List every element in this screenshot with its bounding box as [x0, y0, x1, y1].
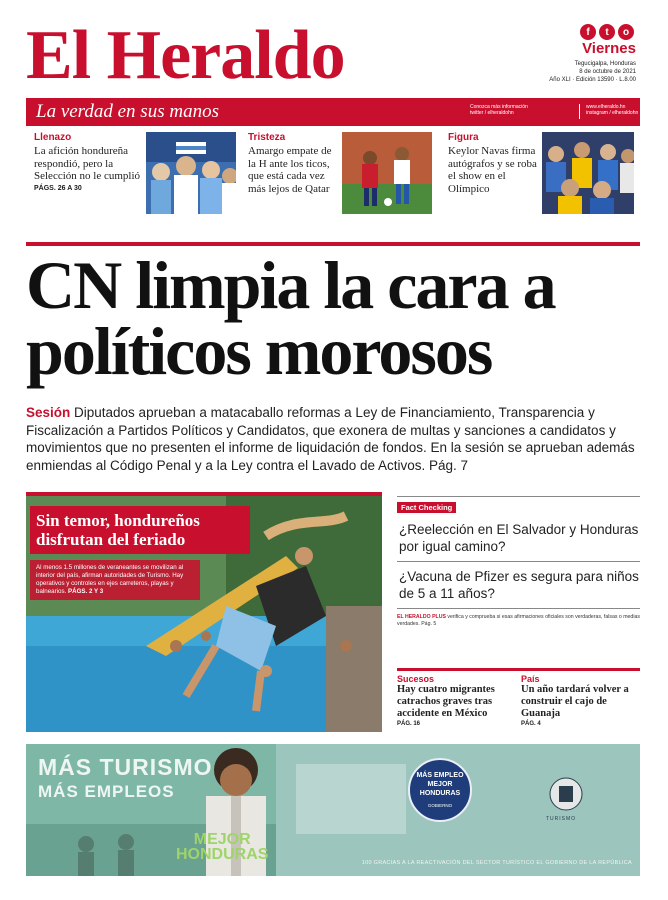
contact-left-line1: Conozca más información — [470, 104, 528, 110]
social-icons — [580, 24, 634, 40]
brief-kicker: Sucesos — [397, 674, 435, 684]
lede-kicker: Sesión — [26, 405, 71, 420]
teaser-kicker: Tristeza — [248, 132, 286, 143]
headline-line2: políticos morosos — [26, 313, 492, 389]
brief-pages: PÁG. 4 — [521, 721, 541, 727]
brief-pages: PÁG. 16 — [397, 721, 421, 727]
main-headline[interactable] — [26, 247, 640, 389]
feature-story[interactable] — [26, 492, 382, 732]
fact-check-rule — [397, 496, 640, 497]
contact-right-line2: instagram / elheraldohn — [586, 110, 639, 116]
day-name: Viernes — [582, 40, 636, 57]
ad-headline-1: MÁS TURISMO — [38, 754, 213, 780]
government-seal-label: TURISMO — [545, 816, 577, 822]
ad-badge-line1: MÁS EMPLEO — [416, 771, 464, 779]
feature-body-text: Al menos 1.5 millones de veraneantes se movilizan al interior del país, afirman autoridades de Turismo. Hay operativos y controles en ejes carreteros, playas y balnearios. — [36, 564, 184, 595]
fans-photo-icon — [146, 132, 236, 214]
contact-right — [586, 104, 638, 116]
brief-text: Un año tardará volver a construir el cajo de Guanaja — [521, 684, 629, 719]
teaser-photo-match[interactable] — [342, 132, 432, 224]
teaser-photo-keylor[interactable] — [542, 132, 634, 224]
date-full: 8 de octubre de 2021 — [579, 69, 636, 75]
feature-pages: PÁGS. 2 Y 3 — [68, 588, 104, 595]
contact-divider — [579, 104, 580, 119]
contact-left — [470, 104, 528, 116]
tourism-advertisement[interactable] — [26, 744, 640, 876]
feature-title: Sin temor, hondureños disfrutan del feriado — [30, 506, 250, 554]
brief-sucesos[interactable] — [397, 674, 511, 727]
teaser-text: Keylor Navas firma autógrafos y se roba el show en el Olímpico — [448, 145, 537, 195]
contact-right-line1[interactable]: www.elheraldo.hn — [586, 104, 626, 110]
ad-headline-2: MÁS EMPLEOS — [38, 782, 175, 801]
briefs-rule — [397, 668, 640, 671]
teaser-kicker: Llenazo — [34, 132, 72, 143]
fact-check-note-text: verifica y comprueba si esas afirmaciones oficiales son verdaderas, falsas o medias verdades. Pág. 5 — [397, 614, 640, 627]
newspaper-logo[interactable]: El Heraldo — [26, 17, 345, 94]
facebook-icon[interactable]: f — [580, 24, 596, 40]
edition-info: Año XLI · Edición 13590 · L.8.00 — [549, 77, 636, 83]
lede-text: Diputados aprueban a matacaballo reformas a Ley de Financiamiento, Transparencia y Fiscalización a Partidos Políticos y Candidatos, que exonera de multas y sanciones a candidatos y movimientos que no presenten el informe de liquidación de fondos. En la sesión se aprueban además enmiendas al Código Penal y a la Ley contra el Lavado de Activos. Pág. 7 — [26, 405, 635, 473]
twitter-icon[interactable]: t — [599, 24, 615, 40]
ad-badge — [408, 758, 472, 822]
teaser-pages: PÁGS. 26 A 30 — [34, 184, 82, 192]
instagram-icon[interactable]: o — [618, 24, 634, 40]
contact-left-line2: twitter / elheraldohn — [470, 110, 514, 116]
soccer-match-icon — [342, 132, 432, 214]
brief-kicker: País — [521, 674, 540, 684]
date-city: Tegucigalpa, Honduras — [574, 61, 636, 67]
tagline-bar — [26, 98, 640, 126]
teaser-figura[interactable] — [448, 132, 544, 224]
brief-pais[interactable] — [521, 674, 637, 727]
fact-check-note — [397, 614, 640, 628]
teaser-photo-fans[interactable] — [146, 132, 236, 224]
teaser-kicker: Figura — [448, 132, 479, 143]
ad-badge-sub: GOBIERNO — [427, 802, 453, 808]
fact-check-label: Fact Checking — [397, 502, 456, 513]
tagline: La verdad en sus manos — [36, 101, 219, 122]
headline-rule — [26, 242, 640, 246]
fact-check-brand: EL HERALDO PLUS — [397, 614, 446, 620]
ad-badge-line2: MEJOR HONDURAS — [419, 780, 461, 797]
fact-check-question-2[interactable]: ¿Vacuna de Pfizer es segura para niños de 5 a 11 años? — [397, 562, 640, 609]
date-info — [549, 60, 636, 84]
ad-slogan-line1: MEJOR — [193, 831, 251, 848]
ad-disclaimer: 100 GRACIAS A LA REACTIVACIÓN DEL SECTOR TURÍSTICO EL GOBIERNO DE LA REPÚBLICA — [361, 860, 632, 866]
fact-check-question-1[interactable]: ¿Reelección en El Salvador y Honduras por igual camino? — [397, 515, 640, 562]
teaser-strip — [26, 132, 640, 224]
headline-line1: CN limpia la cara a — [26, 247, 555, 323]
ad-slogan-line2: HONDURAS — [176, 846, 269, 863]
teaser-tristeza[interactable] — [248, 132, 342, 224]
feature-body — [30, 560, 200, 600]
brief-text: Hay cuatro migrantes catrachos graves tras accidente en México — [397, 684, 495, 719]
fact-checking-box — [397, 496, 640, 628]
ad-slogan — [176, 832, 268, 862]
teaser-text: Amargo empate de la H ante los ticos, que está cada vez más lejos de Qatar — [248, 145, 332, 195]
teaser-text: La afición hondureña respondió, pero la Selección no le cumplió — [34, 145, 140, 182]
masthead — [26, 18, 640, 98]
lede-paragraph — [26, 404, 640, 474]
teaser-llenazo[interactable] — [34, 132, 146, 224]
autograph-crowd-icon — [542, 132, 634, 214]
